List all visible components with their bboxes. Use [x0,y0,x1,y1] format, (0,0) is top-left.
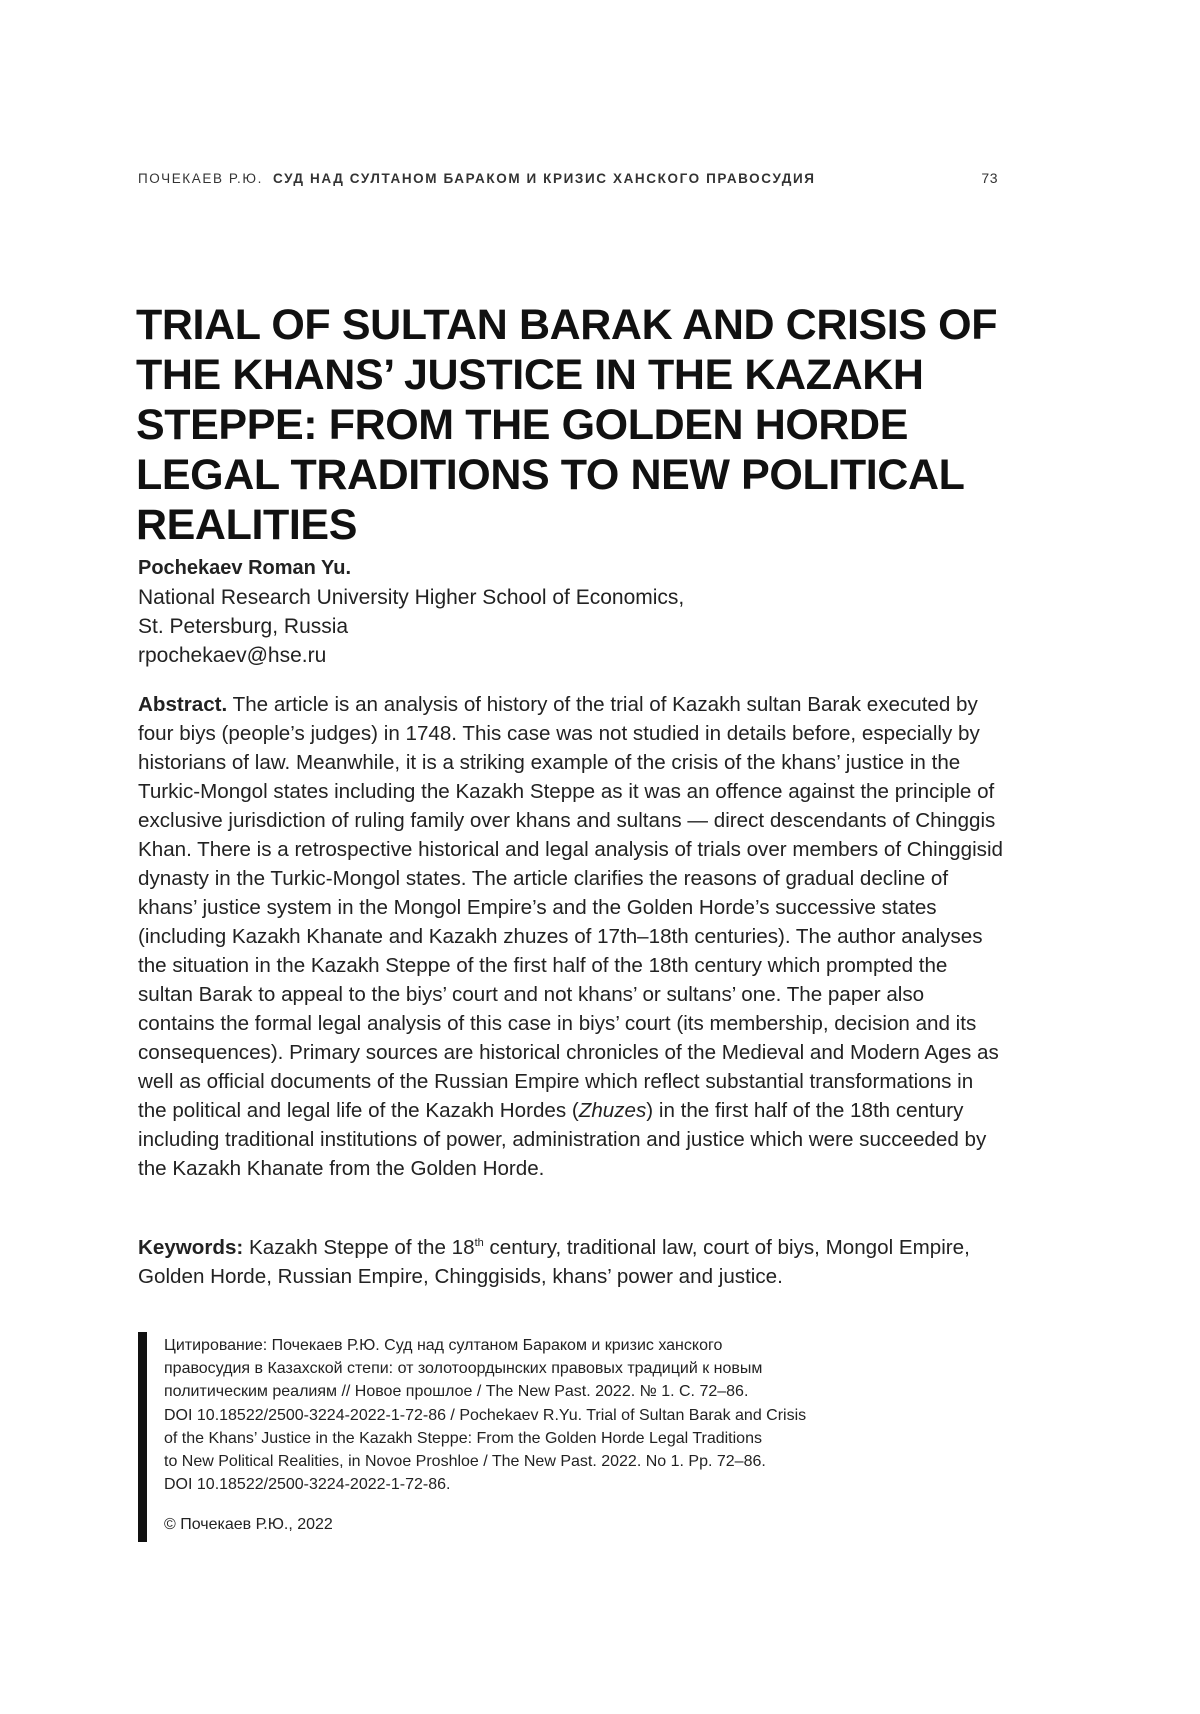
citation-line: Цитирование: Почекаев Р.Ю. Суд над султаном Бараком и кризис ханского [164,1337,722,1354]
author-affiliation-line2: St. Petersburg, Russia [138,612,938,641]
author-name: Pochekaev Roman Yu. [138,554,938,583]
citation-text [164,1334,864,1496]
journal-page [0,0,1200,1714]
abstract-italic-term: Zhuzes [579,1099,647,1122]
citation-line: to New Political Realities, in Novoe Proshloe / The New Past. 2022. No 1. Pp. 72–86. [164,1453,766,1470]
abstract [138,690,1004,1183]
citation-line: DOI 10.18522/2500-3224-2022-1-72-86. [164,1476,450,1493]
header-short-title: СУД НАД СУЛТАНОМ БАРАКОМ И КРИЗИС ХАНСКОГО ПРАВОСУДИЯ [273,171,981,186]
author-affiliation-line1: National Research University Higher School of Economics, [138,583,938,612]
abstract-label: Abstract. [138,693,227,716]
citation-box [138,1332,858,1542]
citation-line: правосудия в Казахской степи: от золотоордынских правовых традиций к новым [164,1360,762,1377]
author-block [138,554,938,670]
keywords-superscript: th [475,1237,484,1249]
abstract-text-part1: The article is an analysis of history of the trial of Kazakh sultan Barak executed by four biys (people’s judges) in 1748. This case was not studied in details before, especially by historians of law. Meanwhile, it is a striking example of the crisis of the khans’ justice in the Turkic-Mongol states including the Kazakh Steppe as it was an offence against the principle of exclusive jurisdiction of ruling family over khans and sultans — direct descendants of Chinggis Khan. There is a retrospective historical and legal analysis of trials over members of Chinggisid dynasty in the Turkic-Mongol states. The article clarifies the reasons of gradual decline of khans’ justice system in the Mongol Empire’s and the Golden Horde’s successive states (including Kazakh Khanate and Kazakh zhuzes of 17th–18th centuries). The author analyses the situation in the Kazakh Steppe of the first half of the 18th century which prompted the sultan Barak to appeal to the biys’ court and not khans’ or sultans’ one. The paper also contains the formal legal analysis of this case in biys’ court (its membership, decision and its consequences). Primary sources are historical chronicles of the Medieval and Modern Ages as well as official documents of the Russian Empire which reflect substantial transformations in the political and legal life of the Kazakh Hordes ( [138,693,1003,1122]
citation-line: DOI 10.18522/2500-3224-2022-1-72-86 / Pochekaev R.Yu. Trial of Sultan Barak and Crisis [164,1407,806,1424]
copyright: © Почекаев Р.Ю., 2022 [164,1514,333,1536]
header-author: ПОЧЕКАЕВ Р.Ю. [138,171,263,186]
citation-bar [138,1332,147,1542]
page-number: 73 [981,170,998,186]
running-header [138,166,998,190]
citation-line: of the Khans’ Justice in the Kazakh Steppe: From the Golden Horde Legal Traditions [164,1430,762,1447]
keywords-text-before-sup: Kazakh Steppe of the 18 [243,1236,474,1259]
citation-line: политическим реалиям // Новое прошлое / The New Past. 2022. № 1. С. 72–86. [164,1383,748,1400]
keywords-text-after-sup: century, traditional law, court of biys, Mongol Empire, Golden Horde, Russian Empire, Chinggisids, khans’ power and justice. [138,1236,970,1288]
keywords-label: Keywords: [138,1236,243,1259]
article-title: TRIAL OF SULTAN BARAK AND CRISIS OF THE KHANS’ JUSTICE IN THE KAZAKH STEPPE: FROM THE GOLDEN HORDE LEGAL TRADITIONS TO NEW POLITICAL REALITIES [136,300,1016,550]
author-email[interactable]: rpochekaev@hse.ru [138,641,938,670]
keywords [138,1233,1004,1291]
abstract-text-part2: ) in the first half of the 18th century including traditional institutions of power, administration and justice which were succeeded by the Kazakh Khanate from the Golden Horde. [138,1099,986,1180]
